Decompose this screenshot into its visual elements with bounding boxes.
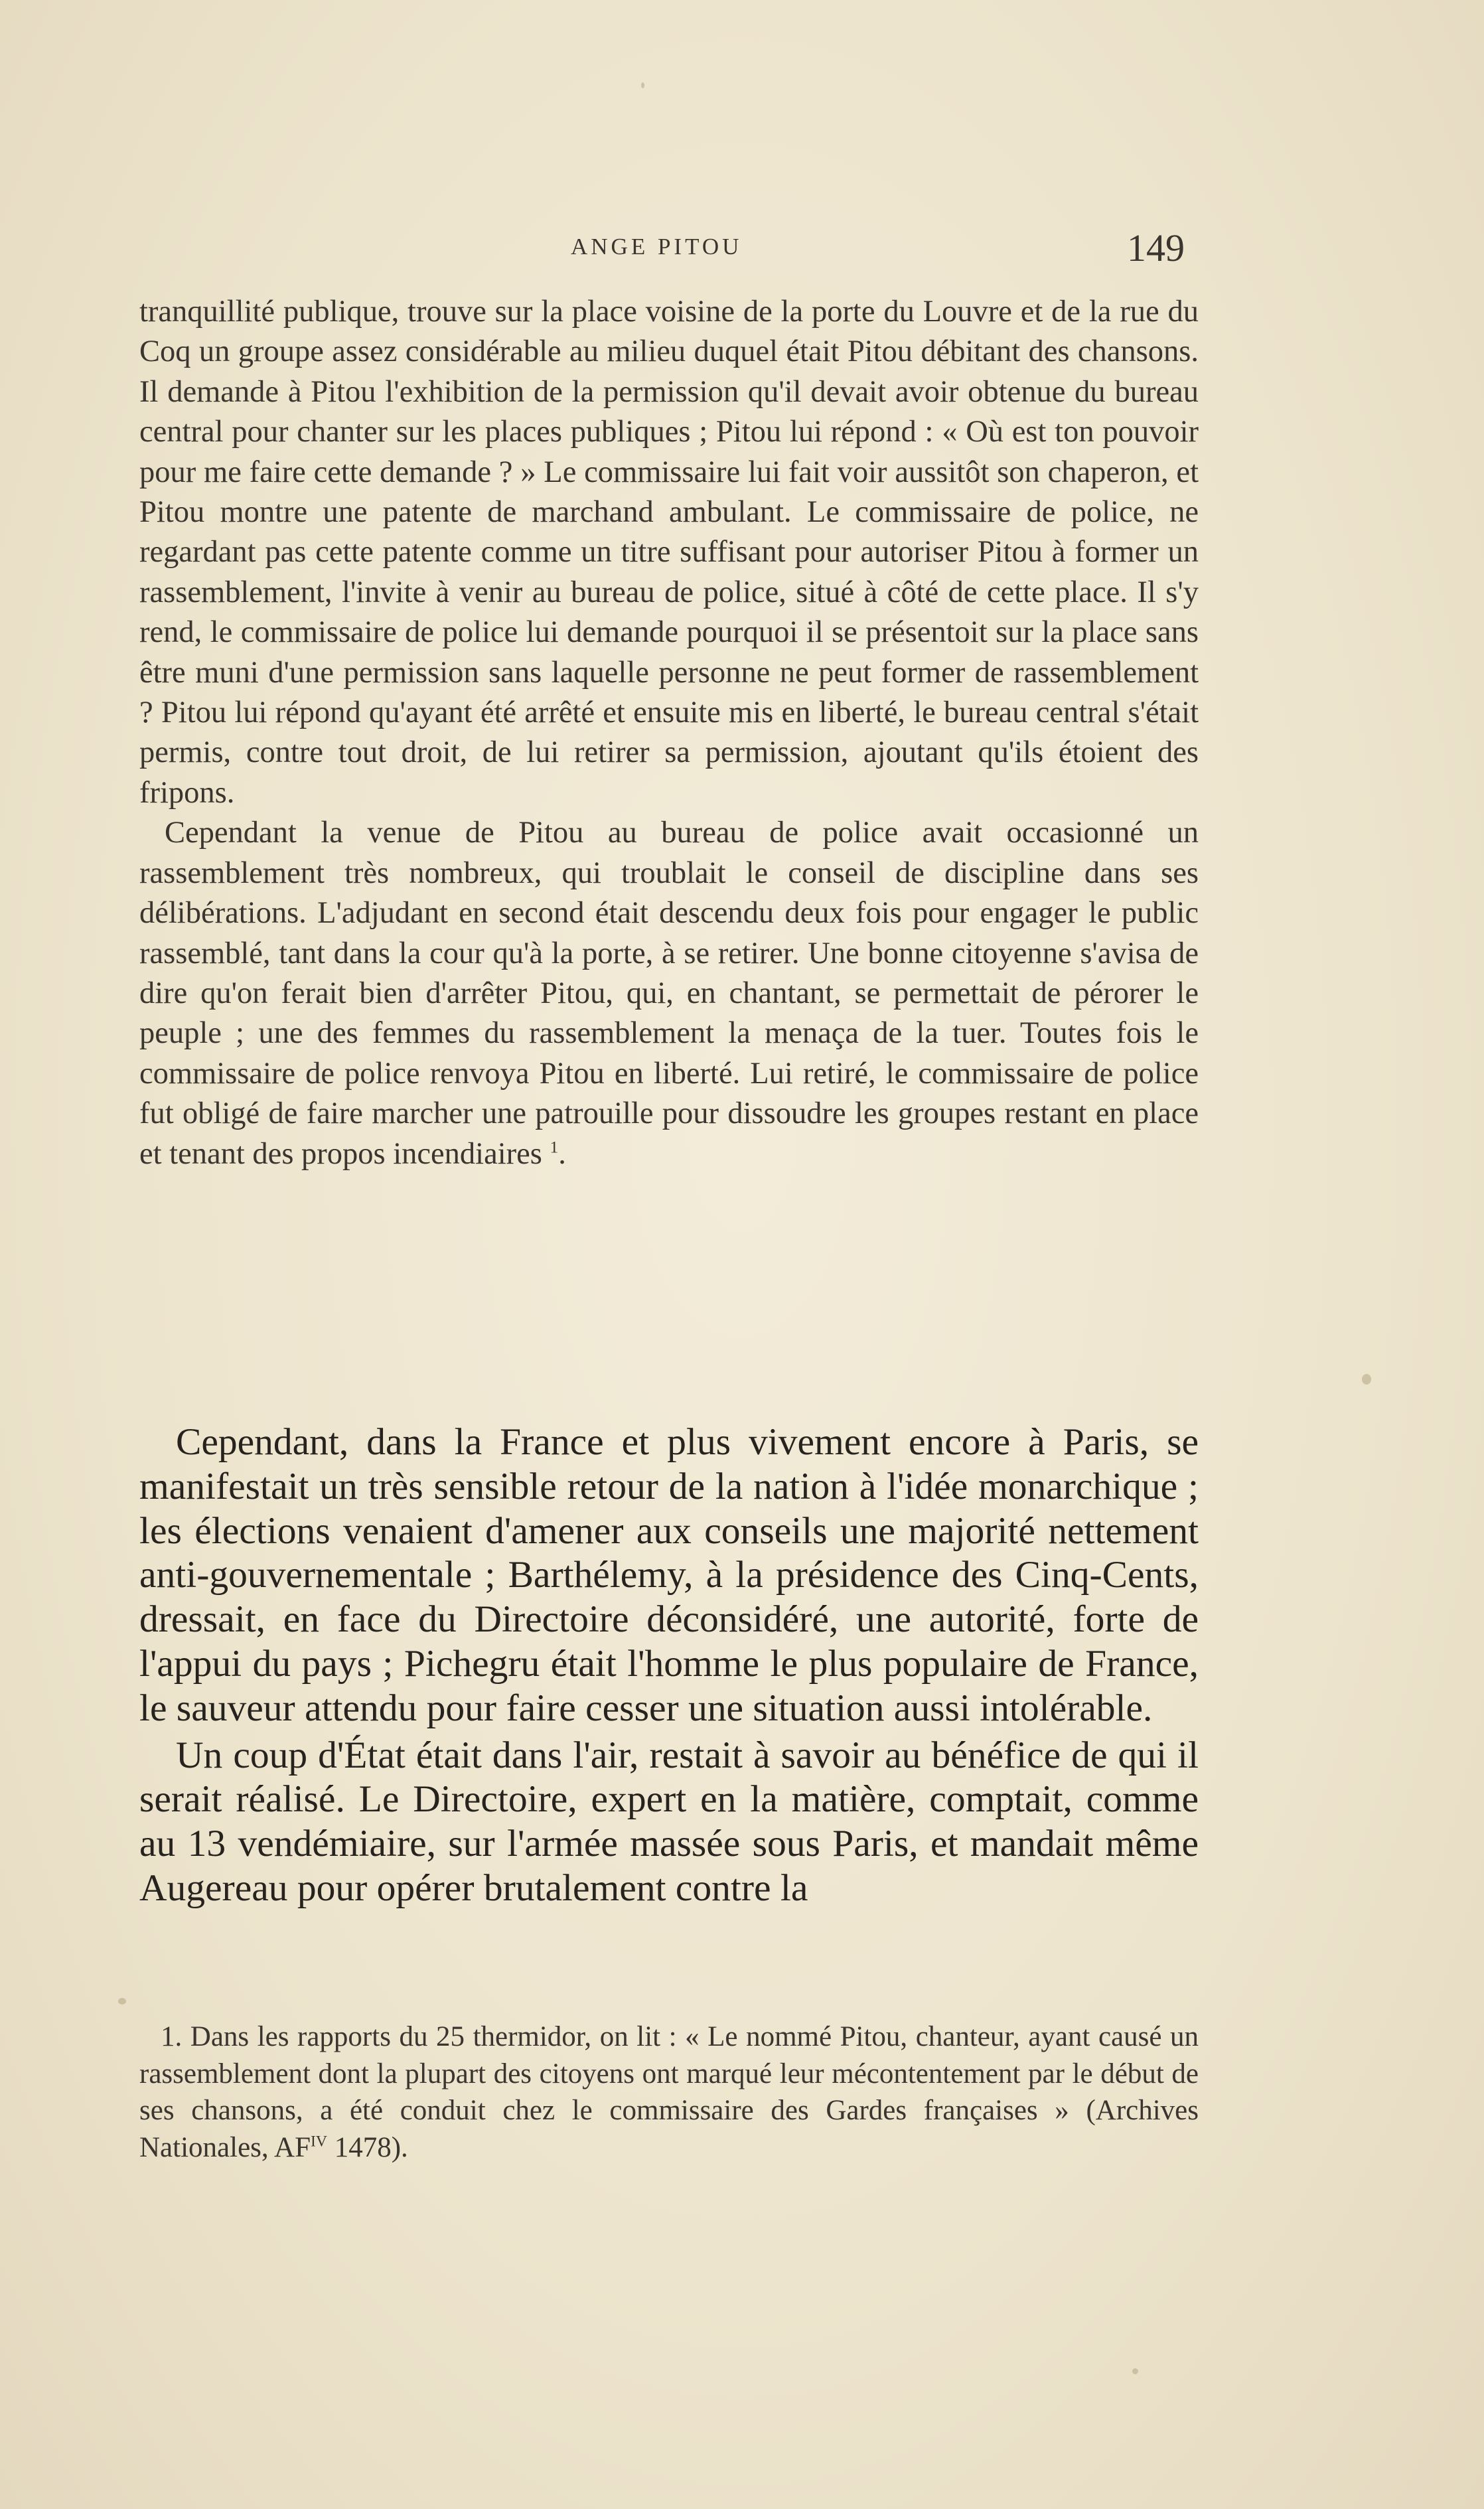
footnotes — [139, 2018, 1199, 2166]
running-title: ANGE PITOU — [571, 234, 743, 260]
paper-foxing-spot — [118, 1998, 126, 2005]
footnote-end: 1478). — [327, 2131, 408, 2163]
page-number: 149 — [1127, 226, 1185, 269]
footnote-superscript: IV — [310, 2133, 327, 2151]
quote-paragraph-end: . — [558, 1136, 566, 1171]
quote-paragraph-text: Cependant la venue de Pitou au bureau de police avait occasionné un rassemblement très nombreux, qui troublait le conseil de discipline dans ses délibérations. L'adjudant en second était descendu deux fois pour engager le public rassemblé, tant dans la cour qu'à la porte, à se retirer. Une bonne citoyenne s'avisa de dire qu'on ferait bien d'arrêter Pitou, qui, en chantant, se permettait de pérorer le peuple ; une des femmes du rassemblement la menaça de la tuer. Toutes fois le commissaire de police renvoya Pitou en liberté. Lui retiré, le commissaire de police fut obligé de faire marcher une patrouille pour dissoudre les groupes restant en place et tenant des propos incendiaires — [139, 816, 1199, 1171]
main-text — [139, 1420, 1199, 1911]
paper-foxing-spot — [1362, 1374, 1371, 1385]
footnote-text: 1. Dans les rapports du 25 thermidor, on lit : « Le nommé Pitou, chanteur, ayant causé un rassemblement dont la plupart des citoyens ont marqué leur mécontentement par le début de ses chansons, a été conduit chez le commissaire des Gardes françaises » (Archives Nationales, AF — [139, 2021, 1199, 2163]
body-paragraph: Un coup d'État était dans l'air, restait à savoir au bénéfice de qui il serait réalisé. Le Directoire, expert en la matière, comptait, comme au 13 vendémiaire, sur l'armée massée sous Paris, et mandait même Augereau pour opérer brutalement contre la — [139, 1734, 1199, 1909]
paper-foxing-spot — [1132, 2368, 1138, 2374]
footnote-reference: 1 — [550, 1137, 559, 1157]
body-paragraph: Cependant, dans la France et plus vivement encore à Paris, se manifestait un très sensible retour de la nation à l'idée monarchique ; les élections venaient d'amener aux conseils une majorité nettement anti-gouvernementale ; Barthélemy, à la présidence des Cinq-Cents, dressait, en face du Directoire déconsidéré, une autorité, forte de l'appui du pays ; Pichegru était l'homme le plus populaire de France, le sauveur attendu pour faire cesser une situation aussi intolérable. — [139, 1421, 1199, 1729]
page-header — [0, 226, 1484, 285]
quote-paragraph — [139, 292, 1199, 813]
paper-foxing-spot — [641, 82, 644, 88]
quote-paragraph — [139, 813, 1199, 1174]
footnote — [139, 2018, 1199, 2166]
quoted-report — [139, 292, 1199, 1174]
quote-paragraph-text: tranquillité publique, trouve sur la place voisine de la porte du Louvre et de la rue du Coq un groupe assez considérable au milieu duquel était Pitou débitant des chansons. Il demande à Pitou l'exhibition de la permission qu'il devait avoir obtenue du bureau central pour chanter sur les places publiques ; Pitou lui répond : « Où est ton pouvoir pour me faire cette demande ? » Le commissaire lui fait voir aussitôt son chaperon, et Pitou montre une patente de marchand ambulant. Le commissaire de police, ne regardant pas cette patente comme un titre suffisant pour autoriser Pitou à former un rassemblement, l'invite à venir au bureau de police, situé à côté de cette place. Il s'y rend, le commissaire de police lui demande pourquoi il se présentoit sur la place sans être muni d'une permission sans laquelle personne ne peut former de rassemblement ? Pitou lui répond qu'ayant été arrêté et ensuite mis en liberté, le bureau central s'était permis, contre tout droit, de lui retirer sa permission, ajoutant qu'ils étoient des fripons. — [139, 295, 1199, 810]
